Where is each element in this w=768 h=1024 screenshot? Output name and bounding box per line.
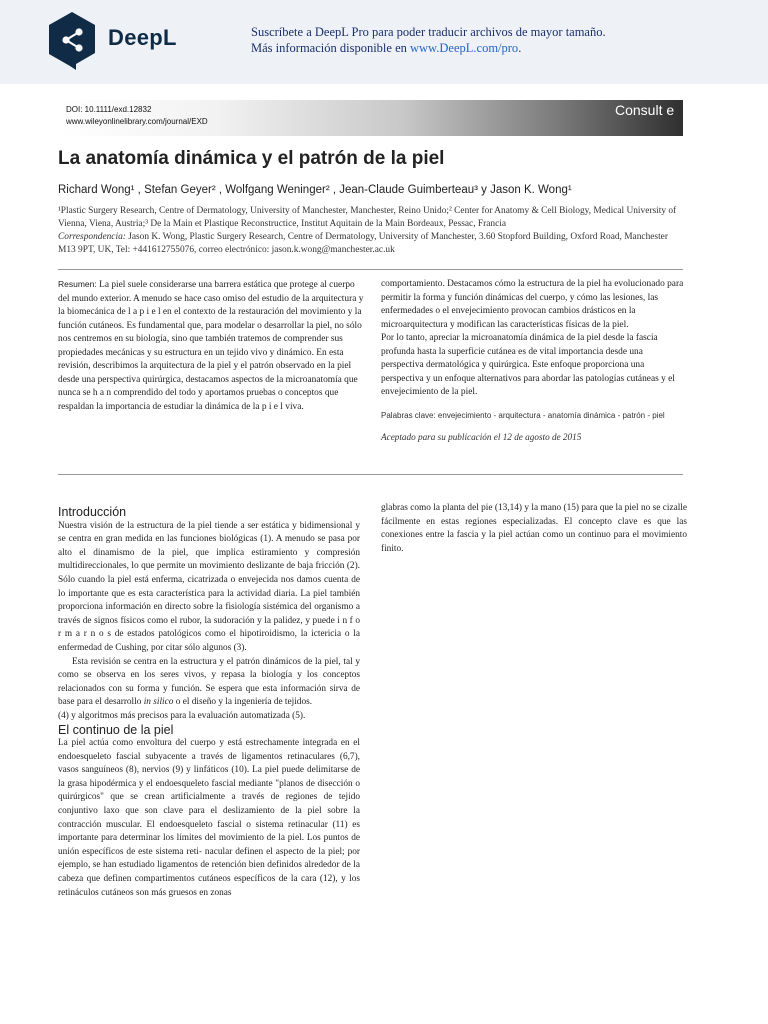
affiliation-list: ¹Plastic Surgery Research, Centre of Dermatology, University of Manchester, Manchester, Reino Unido;² Center for Anatomy & Cell Biology, Medical University of Vienna, Viena, Austria;³ De la Main et Plastique Reconstructice, Institut Aquitain de la Main Bordeaux, Pessac, Francia [58,206,677,229]
correspondence-text: Jason K. Wong, Plastic Surgery Research, Centre of Dermatology, University of Manchester, 3.60 Stopford Building, Oxford Road, Manchester M13 9PT, UK, Tel: +441612755076, correo electrónico: jason.k.wong@manchester.ac.uk [58,232,668,255]
article-affiliations [58,205,683,257]
accepted-date: Aceptado para su publicación el 12 de agosto de 2015 [381,432,582,442]
banner-message [251,24,606,56]
intro-paragraph-1: Nuestra visión de la estructura de la piel tiende a ser estática y bidimensional y se centra en gran medida en las funciones biológicas (1). A menudo se pasa por alto el dinamismo de la piel, que implica estiramiento y compresión multidireccionales, lo que permite un movimiento deslizante de baja fricción (2). Sólo cuando la piel está enferma, cicatrizada o envejecida nos damos cuenta de lo importante que es esta característica para la actividad diaria. La piel también proporciona información en directo sobre la fisiología sistémica del organismo a través de signos físicos como el rubor, la sudoración y la palidez, y puede i n f o r m a r n o s de estados patológicos como el hipotiroidismo, la ictericia o la enfermedad de Cushing, por citar sólo algunos (3). [58,520,360,653]
abstract-left [58,278,364,414]
abstract-label: Resumen: [58,279,97,289]
deepl-pro-link[interactable]: www.DeepL.com/pro [410,41,519,55]
article-authors: Richard Wong¹ , Stefan Geyer² , Wolfgang Weninger² , Jean-Claude Guimberteau³ y Jason K. Wong¹ [58,184,572,196]
intro-paragraph-3: (4) y algoritmos más precisos para la evaluación automatizada (5). [58,710,306,721]
journal-url[interactable]: www.wileyonlinelibrary.com/journal/EXD [66,117,208,126]
body-right-column [381,502,687,556]
deepl-banner [0,0,768,84]
introduction-heading: Introducción [58,505,127,519]
abstract-text-left: La piel suele considerarse una barrera estática que protege al cuerpo del mundo exterior. A menudo se hace caso omiso del estudio de la arquitectura y la biomecánica de l a p i e l en el contexto de la restauración del movimiento y la función cutáneos. Es fundamental que, para modelar o desarrollar la piel, no sólo nos centremos en su biología, sino que también tratemos de comprender sus propiedades mecánicas y su estructura en un tejido vivo y dinámico. En esta revisión, describimos la arquitectura de la piel y el patrón observado en la piel desde una perspectiva quirúrgica, destacamos aspectos de la microanatomía que nunca se h a n comprendido del todo y aportamos pruebas o conceptos que respaldan la importancia de estudiar la dinámica de la p i e l viva. [58,280,364,412]
intro-paragraph-2 [58,656,360,710]
doi-bar [60,100,683,136]
banner-line-2-prefix: Más información disponible en [251,41,410,55]
article-title: La anatomía dinámica y el patrón de la piel [58,148,445,169]
deepl-logo-text[interactable]: DeepL [108,25,177,50]
abstract-right-paragraph-2: Por lo tanto, apreciar la microanatomía dinámica de la piel desde la fascia profunda hasta la superficie cutánea es de vital importancia desde una perspectiva dermatológica y quirúrgica. Este enfoque proporciona una perspectiva y un enfoque alternativos para abordar las patologías cutáneas y el envejecimiento de la piel. [381,333,675,397]
in-silico-term: in silico [143,697,174,708]
continuum-paragraph-1: La piel actúa como envoltura del cuerpo y está estrechamente integrada en el endoesqueleto fascial subyacente a través de ligamentos retinaculares (6,7), vasos sanguíneos (8), nervios (9) y linfáticos (10). La piel puede delimitarse de la grasa hipodérmica y el endoesqueleto fascial mediante "planos de disección o quirúrgicos" que se crean artificialmente a través de regiones de tejido conjuntivo laxo que son clave para el deslizamiento de la piel sobre la contracción muscular. El endoesqueleto fascial o sistema retinacular (11) es importante para determinar los límites del movimiento de la piel. Los puntos de unión específicos de este sistema reti- nacular definen el aspecto de la piel; por ejemplo, se han estudiado ligamentos de retención bien definidos alrededor de la cabeza que definen compartimentos cutáneos específicos de la cara (12), y los retináculos cutáneos son más gruesos en zonas [58,738,360,898]
abstract-right [381,278,685,445]
deepl-logo-icon[interactable] [46,10,98,70]
doi-line[interactable]: DOI: 10.1111/exd.12832 [66,105,152,114]
doi-text [66,104,208,128]
continuum-paragraph-continued: glabras como la planta del pie (13,14) y la mano (15) para que la piel no se cizalle fácilmente en estas regiones especializadas. El concepto clave es que las conexiones entre la fascia y la piel actúan como un continuo para el movimiento finito. [381,503,687,554]
divider-top [58,269,683,270]
abstract-right-paragraph-1: comportamiento. Destacamos cómo la estructura de la piel ha evolucionado para permitir la forma y función dinámicas del cuerpo, y cómo las lesiones, las enfermedades o el envejecimiento provocan cambios drásticos en la microarquitectura y modifican las características físicas de la piel. [381,279,684,330]
keywords: Palabras clave: envejecimiento - arquitectura - anatomía dinámica - patrón - piel [381,410,665,420]
intro-paragraph-2-b: o el diseño y la ingeniería de tejidos. [173,697,313,708]
consult-label: Consult e [615,102,675,118]
intro-paragraph-2-a: Esta revisión se centra en la estructura y el patrón dinámicos de la piel, tal y como se observa en los seres vivos, y repasa la biología y los conceptos relacionados con su forma y función. Se espera que esta información sirva de base para el desarrollo [58,656,360,708]
banner-line-2 [251,40,606,56]
skin-continuum-heading: El continuo de la piel [58,722,174,737]
divider-bottom [58,474,683,475]
banner-line-2-suffix: . [518,41,522,55]
banner-line-1: Suscríbete a DeepL Pro para poder traducir archivos de mayor tamaño. [251,25,606,39]
correspondence-label: Correspondencia: [58,232,126,242]
body-left-column [58,506,360,900]
